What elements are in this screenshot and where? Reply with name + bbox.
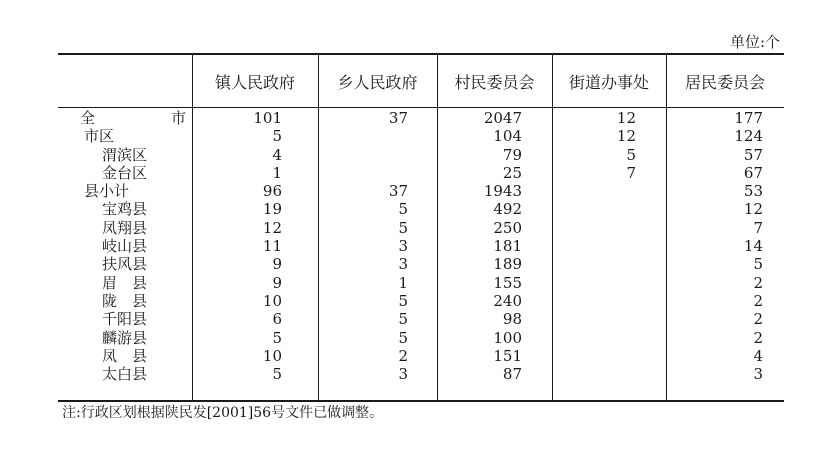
row-name-part: 全 [80,109,96,127]
cell-township [328,127,408,145]
cell-street [556,292,636,310]
cell-street [556,347,636,365]
cell-street [556,329,636,347]
table-row [58,237,784,255]
cell-village: 250 [493,218,522,237]
cell-street [556,237,636,255]
cell-town: 9 [272,255,282,274]
table-row [58,200,784,218]
cell-village: 104 [493,127,522,146]
cell-town: 5 [272,365,282,384]
cell-village: 2047 [483,109,522,127]
header-street-office: 街道办事处 [568,72,649,92]
table-row [58,146,784,164]
cell-village: 155 [493,273,522,292]
row-name: 扶风县 [102,255,148,274]
cell-village: 98 [502,310,522,329]
header-township-government: 乡人民政府 [337,72,418,92]
cell-resident: 4 [753,346,763,365]
cell-street: 5 [626,145,636,164]
cell-town: 6 [272,310,282,329]
header-town-government: 镇人民政府 [214,72,295,92]
cell-town: 1 [272,163,282,182]
cell-township: 5 [398,200,408,219]
cell-village: 1943 [483,182,522,201]
row-name: 宝鸡县 [102,200,148,219]
header-village-committee: 村民委员会 [454,72,535,92]
table-header-rule [58,107,784,108]
cell-town: 4 [272,145,282,164]
cell-resident: 7 [753,218,763,237]
cell-village: 87 [502,365,522,384]
cell-town: 101 [253,109,282,127]
row-name [58,109,186,127]
cell-township: 5 [398,328,408,347]
header-resident-committee: 居民委员会 [684,72,765,92]
cell-resident: 57 [743,145,763,164]
table-row [58,109,784,127]
table-row [58,292,784,310]
row-name: 金台区 [102,163,148,182]
cell-street [556,274,636,292]
row-name-part: 市 [170,109,186,127]
row-name: 渭滨区 [102,145,148,164]
cell-township: 3 [398,237,408,256]
cell-town: 19 [262,200,282,219]
cell-town: 5 [272,328,282,347]
row-name: 市区 [84,127,115,146]
cell-resident: 67 [743,163,763,182]
cell-resident: 53 [743,182,763,201]
cell-township: 5 [398,310,408,329]
table-row [58,347,784,365]
cell-village: 100 [493,328,522,347]
cell-town: 9 [272,273,282,292]
cell-township: 5 [398,291,408,310]
row-name: 凤 县 [102,346,148,365]
table-row [58,365,784,383]
cell-resident: 3 [753,365,763,384]
cell-township: 37 [388,182,408,201]
row-name: 太白县 [102,365,148,384]
table-row [58,310,784,328]
table-row [58,164,784,182]
cell-township: 3 [398,365,408,384]
cell-street: 12 [616,109,636,127]
cell-township: 2 [398,346,408,365]
cell-resident: 124 [734,127,763,146]
row-name: 麟游县 [102,328,148,347]
cell-township [328,146,408,164]
cell-township: 1 [398,273,408,292]
cell-resident: 14 [743,237,763,256]
cell-township: 37 [388,109,408,127]
cell-town: 96 [262,182,282,201]
cell-town: 5 [272,127,282,146]
cell-village: 240 [493,291,522,310]
cell-resident: 2 [753,291,763,310]
cell-street [556,182,636,200]
unit-label: 单位:个 [729,33,780,51]
cell-resident: 2 [753,310,763,329]
cell-village: 189 [493,255,522,274]
table-row [58,274,784,292]
table-row [58,127,784,145]
row-name: 岐山县 [102,237,148,256]
cell-resident: 2 [753,273,763,292]
footnote: 注:行政区划根据陕民发[2001]56号文件已做调整。 [62,405,384,421]
row-name: 千阳县 [102,310,148,329]
table-row [58,219,784,237]
cell-village: 181 [493,237,522,256]
table-row [58,255,784,273]
cell-resident: 5 [753,255,763,274]
table-row [58,182,784,200]
cell-street: 12 [616,127,636,146]
cell-street [556,200,636,218]
cell-town: 12 [262,218,282,237]
table-row [58,329,784,347]
cell-township: 3 [398,255,408,274]
row-name: 县小计 [84,182,130,201]
cell-street [556,255,636,273]
cell-street [556,219,636,237]
row-name: 凤翔县 [102,218,148,237]
cell-village: 151 [493,346,522,365]
cell-township [328,164,408,182]
cell-resident: 2 [753,328,763,347]
cell-village: 492 [493,200,522,219]
cell-village: 79 [502,145,522,164]
cell-street: 7 [626,163,636,182]
cell-resident: 12 [743,200,763,219]
cell-town: 10 [262,291,282,310]
table-body [58,109,784,383]
cell-village: 25 [502,163,522,182]
cell-street [556,365,636,383]
cell-street [556,310,636,328]
cell-resident: 177 [734,109,763,127]
cell-township: 5 [398,218,408,237]
cell-town: 11 [262,237,282,256]
row-name: 陇 县 [102,291,148,310]
row-name: 眉 县 [102,273,148,292]
cell-town: 10 [262,346,282,365]
